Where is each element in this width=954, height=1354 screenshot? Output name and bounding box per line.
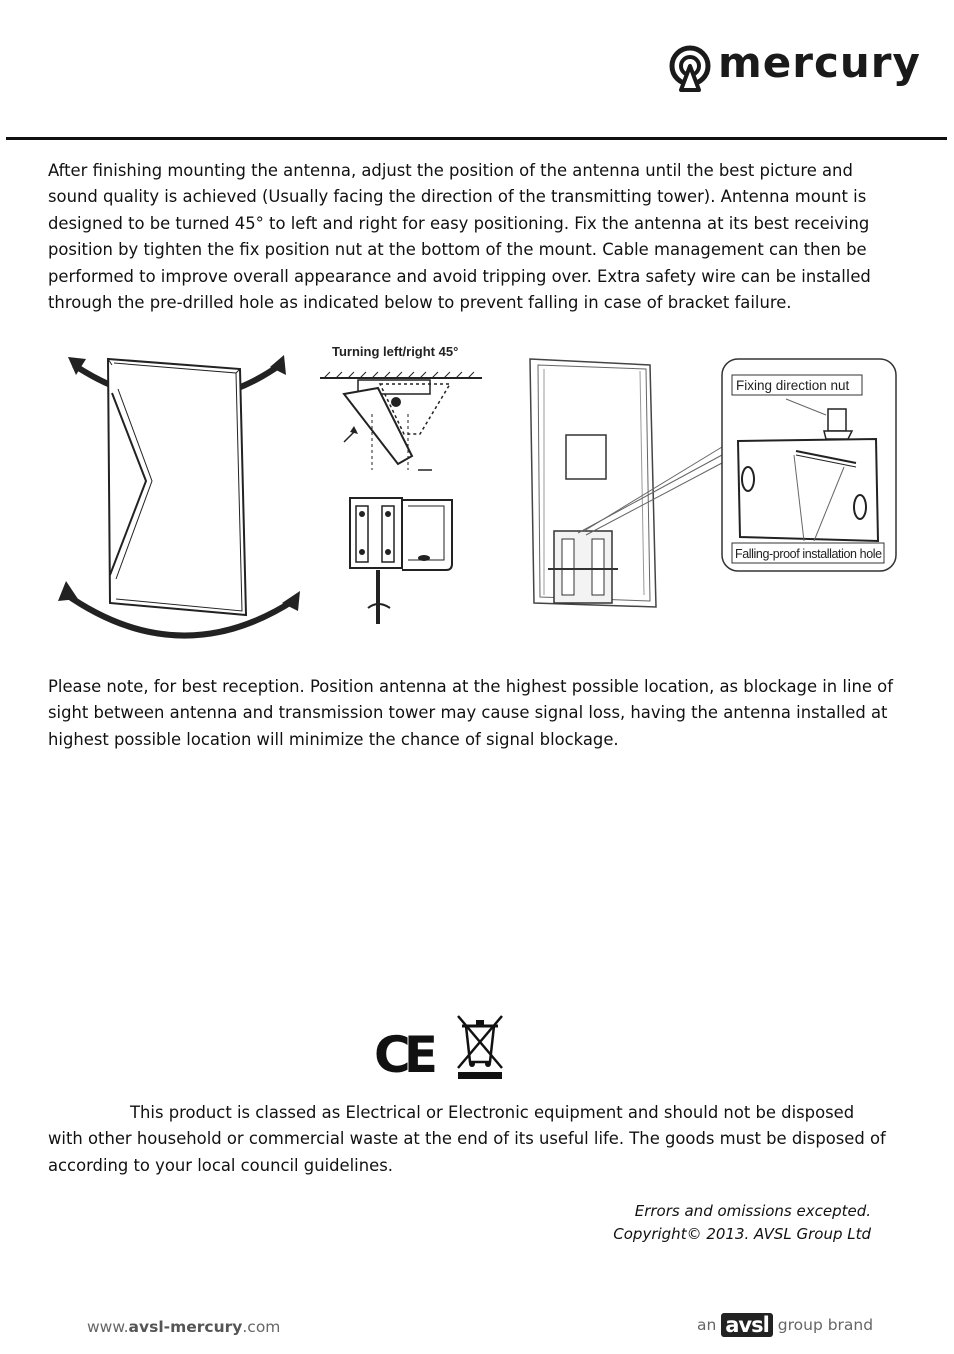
mercury-logo-icon xyxy=(668,44,712,96)
url-suffix: .com xyxy=(242,1318,281,1336)
fixing-direction-nut-label: Fixing direction nut xyxy=(736,378,850,393)
weee-disposal-paragraph xyxy=(48,1100,888,1179)
avsl-brand-mark xyxy=(697,1313,873,1341)
url-prefix: www. xyxy=(87,1318,129,1336)
weee-disposal-text: This product is classed as Electrical or Electronic equipment and should not be disposed with other household or commercial waste at the end of its useful life. The goods must be disposed of according to your local council guidelines. xyxy=(48,1103,886,1175)
avsl-logo: avsl xyxy=(721,1313,773,1337)
rear-view-callout-illustration xyxy=(526,355,900,610)
bracket-turning-illustration xyxy=(316,338,486,630)
brand-suffix: group brand xyxy=(777,1316,874,1334)
website-link[interactable] xyxy=(87,1318,280,1336)
copyright-text: Copyright© 2013. AVSL Group Ltd xyxy=(613,1225,871,1243)
mercury-logo xyxy=(668,38,921,96)
instructions-paragraph: After finishing mounting the antenna, adjust the position of the antenna until the best picture and sound quality is achieved (Usually facing the direction of the transmitting tower). Antenna mount is designed to be turned 45° to left and right for easy positioning. Fix the antenna at its best receiving position by tighten the fix position nut at the bottom of the mount. Cable management can then be performed to improve overall appearance and avoid tripping over. Extra safety wire can be installed through the pre-drilled hole as indicated below to prevent falling in case of bracket failure. xyxy=(48,161,871,313)
errata-block xyxy=(613,1200,871,1246)
errors-omissions-text: Errors and omissions excepted. xyxy=(634,1202,871,1220)
turning-label: Turning left/right 45° xyxy=(332,344,459,359)
antenna-rotation-illustration xyxy=(50,345,310,650)
ce-mark-icon: CE xyxy=(374,1026,438,1080)
reception-note-paragraph: Please note, for best reception. Position antenna at the highest possible location, as blockage in line of sight between antenna and transmission tower may cause signal loss, having the antenna installed at highest possible location will minimize the chance of signal blockage. xyxy=(48,677,893,749)
falling-proof-hole-label: Falling-proof installation hole xyxy=(735,547,882,561)
header-divider xyxy=(6,137,947,140)
brand-prefix: an xyxy=(697,1316,717,1334)
url-brand: avsl-mercury xyxy=(128,1318,243,1336)
logo-text: mercury xyxy=(718,38,921,87)
weee-bin-icon xyxy=(458,1016,502,1079)
compliance-marks xyxy=(374,1014,508,1080)
